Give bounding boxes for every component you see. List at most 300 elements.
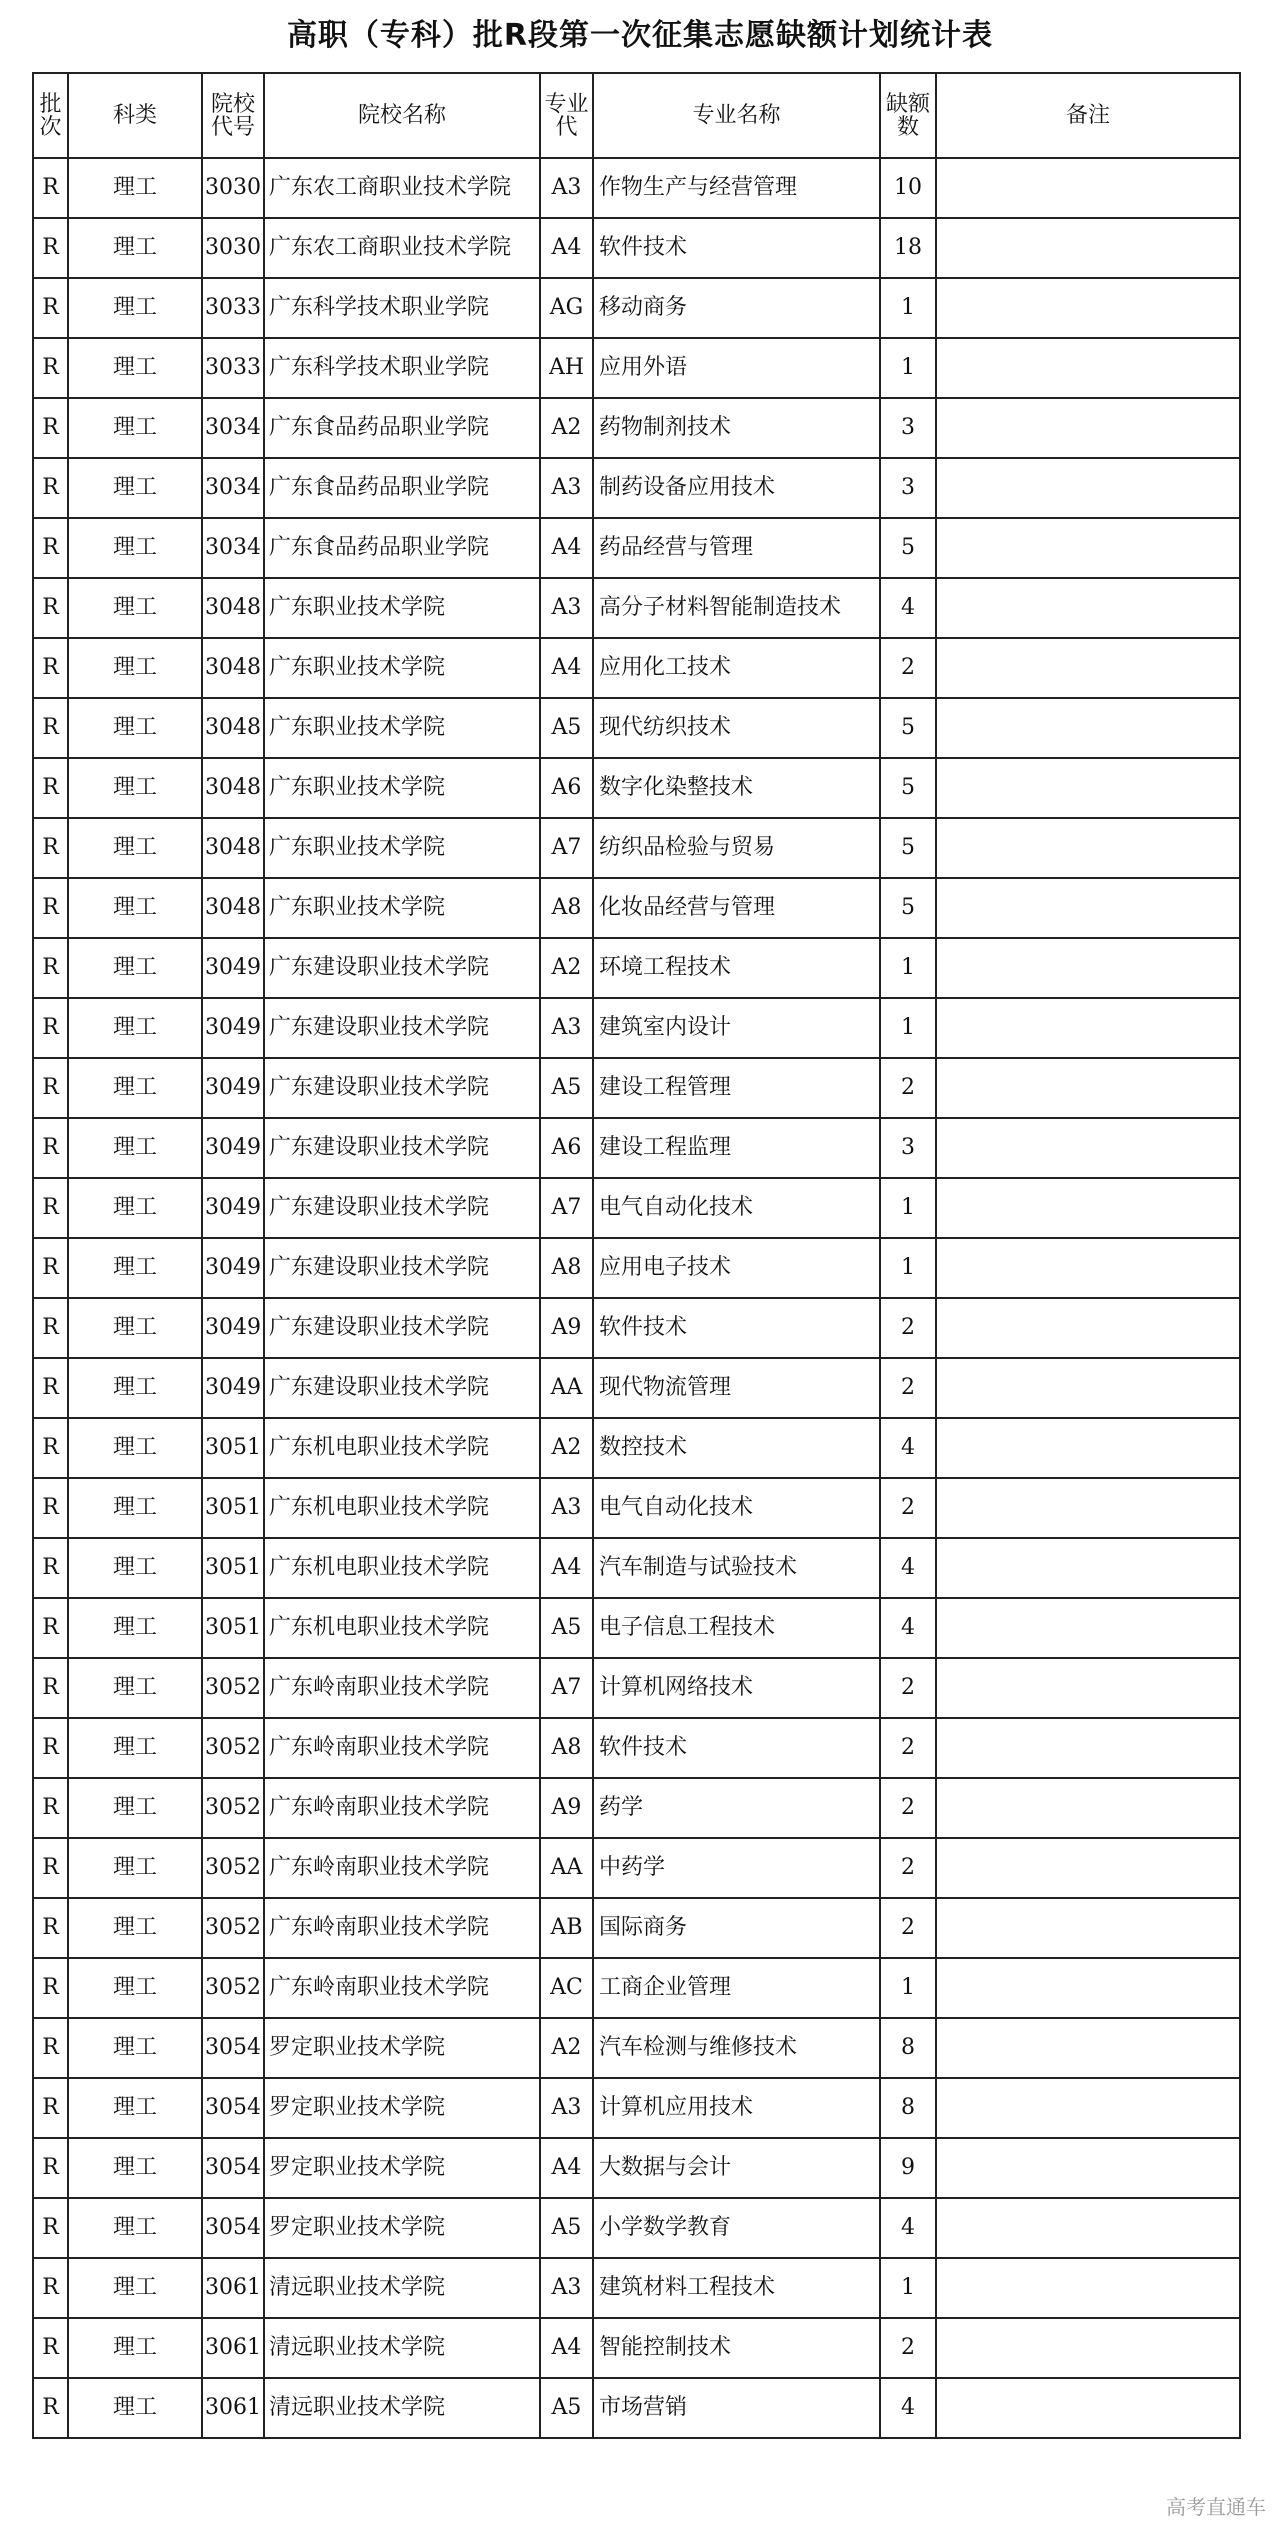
cell-batch: R — [33, 638, 68, 698]
cell-category: 理工 — [68, 878, 202, 938]
cell-school-code: 3034 — [202, 398, 264, 458]
cell-note — [936, 1118, 1240, 1178]
cell-major-name: 汽车制造与试验技术 — [593, 1538, 880, 1598]
cell-vacancy: 2 — [880, 1778, 936, 1838]
cell-category: 理工 — [68, 1238, 202, 1298]
cell-major-code: A3 — [540, 998, 593, 1058]
cell-school-code: 3034 — [202, 458, 264, 518]
table-row — [33, 2258, 1240, 2318]
cell-school-code: 3034 — [202, 518, 264, 578]
cell-major-name: 制药设备应用技术 — [593, 458, 880, 518]
table-row — [33, 1898, 1240, 1958]
cell-vacancy: 1 — [880, 998, 936, 1058]
cell-category: 理工 — [68, 458, 202, 518]
table-row — [33, 1598, 1240, 1658]
cell-major-name: 计算机应用技术 — [593, 2078, 880, 2138]
cell-school-name: 广东职业技术学院 — [264, 878, 540, 938]
cell-school-name: 广东机电职业技术学院 — [264, 1538, 540, 1598]
cell-school-code: 3049 — [202, 938, 264, 998]
cell-major-name: 药学 — [593, 1778, 880, 1838]
cell-major-code: A6 — [540, 1118, 593, 1178]
cell-batch: R — [33, 2018, 68, 2078]
cell-category: 理工 — [68, 1178, 202, 1238]
cell-major-code: A2 — [540, 2018, 593, 2078]
cell-school-name: 广东建设职业技术学院 — [264, 998, 540, 1058]
cell-note — [936, 278, 1240, 338]
cell-school-name: 广东职业技术学院 — [264, 698, 540, 758]
cell-major-name: 软件技术 — [593, 1298, 880, 1358]
cell-school-code: 3052 — [202, 1778, 264, 1838]
cell-school-name: 广东食品药品职业学院 — [264, 398, 540, 458]
cell-school-code: 3052 — [202, 1958, 264, 2018]
cell-school-name: 广东岭南职业技术学院 — [264, 1898, 540, 1958]
cell-school-name: 广东职业技术学院 — [264, 818, 540, 878]
cell-batch: R — [33, 1898, 68, 1958]
cell-major-name: 软件技术 — [593, 218, 880, 278]
cell-batch: R — [33, 1238, 68, 1298]
cell-vacancy: 3 — [880, 458, 936, 518]
cell-vacancy: 2 — [880, 1358, 936, 1418]
cell-category: 理工 — [68, 758, 202, 818]
cell-note — [936, 1058, 1240, 1118]
cell-school-code: 3048 — [202, 818, 264, 878]
cell-school-code: 3051 — [202, 1478, 264, 1538]
cell-note — [936, 1598, 1240, 1658]
table-row — [33, 818, 1240, 878]
cell-batch: R — [33, 1958, 68, 2018]
cell-category: 理工 — [68, 158, 202, 218]
cell-vacancy: 18 — [880, 218, 936, 278]
cell-school-name: 广东建设职业技术学院 — [264, 938, 540, 998]
table-row — [33, 338, 1240, 398]
cell-major-code: A4 — [540, 1538, 593, 1598]
header-major-code: 专业代 — [540, 73, 593, 158]
header-major-name: 专业名称 — [593, 73, 880, 158]
cell-note — [936, 1718, 1240, 1778]
table-row — [33, 938, 1240, 998]
cell-school-name: 广东建设职业技术学院 — [264, 1118, 540, 1178]
cell-major-code: A3 — [540, 1478, 593, 1538]
table-row — [33, 518, 1240, 578]
cell-major-code: AC — [540, 1958, 593, 2018]
cell-school-code: 3054 — [202, 2198, 264, 2258]
cell-vacancy: 8 — [880, 2018, 936, 2078]
cell-school-name: 清远职业技术学院 — [264, 2378, 540, 2438]
cell-note — [936, 758, 1240, 818]
cell-note — [936, 1238, 1240, 1298]
cell-batch: R — [33, 338, 68, 398]
cell-note — [936, 2138, 1240, 2198]
cell-vacancy: 5 — [880, 758, 936, 818]
cell-major-code: A3 — [540, 578, 593, 638]
cell-note — [936, 2198, 1240, 2258]
cell-school-code: 3030 — [202, 218, 264, 278]
cell-category: 理工 — [68, 2378, 202, 2438]
cell-major-code: AA — [540, 1358, 593, 1418]
cell-major-code: A8 — [540, 1238, 593, 1298]
cell-school-name: 广东建设职业技术学院 — [264, 1238, 540, 1298]
cell-school-name: 罗定职业技术学院 — [264, 2198, 540, 2258]
cell-major-code: A7 — [540, 1178, 593, 1238]
cell-category: 理工 — [68, 1658, 202, 1718]
cell-vacancy: 9 — [880, 2138, 936, 2198]
cell-batch: R — [33, 1058, 68, 1118]
cell-note — [936, 218, 1240, 278]
cell-school-code: 3049 — [202, 1238, 264, 1298]
table-row — [33, 158, 1240, 218]
cell-major-code: A6 — [540, 758, 593, 818]
cell-major-name: 计算机网络技术 — [593, 1658, 880, 1718]
cell-category: 理工 — [68, 278, 202, 338]
cell-batch: R — [33, 1418, 68, 1478]
cell-note — [936, 398, 1240, 458]
cell-category: 理工 — [68, 518, 202, 578]
cell-major-code: A4 — [540, 2138, 593, 2198]
cell-major-name: 电气自动化技术 — [593, 1178, 880, 1238]
cell-batch: R — [33, 518, 68, 578]
cell-category: 理工 — [68, 818, 202, 878]
cell-batch: R — [33, 1778, 68, 1838]
cell-major-name: 纺织品检验与贸易 — [593, 818, 880, 878]
cell-major-name: 数控技术 — [593, 1418, 880, 1478]
cell-school-code: 3052 — [202, 1658, 264, 1718]
cell-batch: R — [33, 2138, 68, 2198]
cell-note — [936, 518, 1240, 578]
cell-vacancy: 4 — [880, 1418, 936, 1478]
cell-vacancy: 1 — [880, 1238, 936, 1298]
cell-major-name: 作物生产与经营管理 — [593, 158, 880, 218]
cell-major-code: A3 — [540, 2258, 593, 2318]
cell-batch: R — [33, 2078, 68, 2138]
cell-major-code: A3 — [540, 2078, 593, 2138]
table-row — [33, 1238, 1240, 1298]
cell-major-name: 高分子材料智能制造技术 — [593, 578, 880, 638]
cell-batch: R — [33, 1538, 68, 1598]
cell-note — [936, 1178, 1240, 1238]
cell-major-name: 电子信息工程技术 — [593, 1598, 880, 1658]
cell-category: 理工 — [68, 578, 202, 638]
cell-note — [936, 2078, 1240, 2138]
vacancy-table — [32, 72, 1241, 2439]
cell-major-code: A4 — [540, 218, 593, 278]
cell-school-name: 广东岭南职业技术学院 — [264, 1958, 540, 2018]
cell-major-code: A4 — [540, 2318, 593, 2378]
cell-category: 理工 — [68, 2198, 202, 2258]
cell-batch: R — [33, 878, 68, 938]
cell-school-code: 3049 — [202, 1058, 264, 1118]
cell-major-name: 工商企业管理 — [593, 1958, 880, 2018]
page-title: 高职（专科）批R段第一次征集志愿缺额计划统计表 — [286, 18, 994, 53]
cell-category: 理工 — [68, 398, 202, 458]
cell-batch: R — [33, 1718, 68, 1778]
cell-category: 理工 — [68, 338, 202, 398]
cell-note — [936, 578, 1240, 638]
cell-school-name: 广东农工商职业技术学院 — [264, 158, 540, 218]
table-row — [33, 1958, 1240, 2018]
cell-note — [936, 2318, 1240, 2378]
cell-school-name: 广东建设职业技术学院 — [264, 1298, 540, 1358]
cell-school-code: 3051 — [202, 1418, 264, 1478]
cell-batch: R — [33, 998, 68, 1058]
table-row — [33, 1298, 1240, 1358]
cell-category: 理工 — [68, 2318, 202, 2378]
cell-major-name: 建筑室内设计 — [593, 998, 880, 1058]
table-row — [33, 1538, 1240, 1598]
cell-note — [936, 1958, 1240, 2018]
table-row — [33, 2378, 1240, 2438]
cell-major-code: A7 — [540, 1658, 593, 1718]
cell-category: 理工 — [68, 1118, 202, 1178]
cell-school-code: 3052 — [202, 1838, 264, 1898]
cell-note — [936, 998, 1240, 1058]
table-row — [33, 1118, 1240, 1178]
cell-batch: R — [33, 1478, 68, 1538]
table-row — [33, 638, 1240, 698]
cell-major-code: A4 — [540, 518, 593, 578]
cell-school-code: 3048 — [202, 758, 264, 818]
cell-major-code: A2 — [540, 938, 593, 998]
cell-batch: R — [33, 578, 68, 638]
cell-vacancy: 3 — [880, 398, 936, 458]
cell-batch: R — [33, 1838, 68, 1898]
cell-note — [936, 2018, 1240, 2078]
cell-school-name: 清远职业技术学院 — [264, 2258, 540, 2318]
cell-major-name: 现代物流管理 — [593, 1358, 880, 1418]
cell-category: 理工 — [68, 1598, 202, 1658]
cell-school-name: 广东食品药品职业学院 — [264, 458, 540, 518]
cell-major-code: A9 — [540, 1298, 593, 1358]
table-row — [33, 2138, 1240, 2198]
cell-note — [936, 638, 1240, 698]
cell-major-name: 化妆品经营与管理 — [593, 878, 880, 938]
cell-school-code: 3033 — [202, 338, 264, 398]
cell-school-name: 罗定职业技术学院 — [264, 2018, 540, 2078]
cell-vacancy: 2 — [880, 1298, 936, 1358]
table-row — [33, 1778, 1240, 1838]
cell-category: 理工 — [68, 1718, 202, 1778]
table-row — [33, 1178, 1240, 1238]
cell-note — [936, 2378, 1240, 2438]
cell-note — [936, 818, 1240, 878]
cell-major-code: A4 — [540, 638, 593, 698]
table-header-row — [33, 73, 1240, 158]
cell-school-code: 3049 — [202, 1298, 264, 1358]
cell-vacancy: 2 — [880, 1658, 936, 1718]
cell-category: 理工 — [68, 1418, 202, 1478]
table-row — [33, 1718, 1240, 1778]
cell-major-name: 国际商务 — [593, 1898, 880, 1958]
cell-vacancy: 4 — [880, 578, 936, 638]
cell-school-code: 3048 — [202, 878, 264, 938]
cell-vacancy: 5 — [880, 878, 936, 938]
cell-vacancy: 2 — [880, 1838, 936, 1898]
cell-batch: R — [33, 2198, 68, 2258]
cell-school-name: 广东建设职业技术学院 — [264, 1058, 540, 1118]
cell-school-name: 广东机电职业技术学院 — [264, 1598, 540, 1658]
cell-note — [936, 338, 1240, 398]
cell-vacancy: 8 — [880, 2078, 936, 2138]
cell-category: 理工 — [68, 1958, 202, 2018]
cell-school-code: 3049 — [202, 1178, 264, 1238]
cell-note — [936, 1658, 1240, 1718]
cell-school-name: 广东岭南职业技术学院 — [264, 1658, 540, 1718]
cell-major-code: A8 — [540, 1718, 593, 1778]
cell-category: 理工 — [68, 1838, 202, 1898]
cell-vacancy: 4 — [880, 2198, 936, 2258]
table-body — [33, 158, 1240, 2438]
cell-major-code: A8 — [540, 878, 593, 938]
cell-vacancy: 2 — [880, 2318, 936, 2378]
cell-school-code: 3054 — [202, 2078, 264, 2138]
cell-school-name: 广东科学技术职业学院 — [264, 278, 540, 338]
table-row — [33, 398, 1240, 458]
cell-school-name: 广东建设职业技术学院 — [264, 1358, 540, 1418]
cell-school-name: 广东科学技术职业学院 — [264, 338, 540, 398]
cell-school-code: 3049 — [202, 1358, 264, 1418]
cell-category: 理工 — [68, 1478, 202, 1538]
header-vacancy: 缺额数 — [880, 73, 936, 158]
table-row — [33, 2018, 1240, 2078]
table-row — [33, 998, 1240, 1058]
cell-vacancy: 1 — [880, 338, 936, 398]
cell-school-name: 广东岭南职业技术学院 — [264, 1838, 540, 1898]
table-row — [33, 1358, 1240, 1418]
cell-major-code: A2 — [540, 1418, 593, 1478]
cell-vacancy: 5 — [880, 518, 936, 578]
cell-major-name: 智能控制技术 — [593, 2318, 880, 2378]
cell-category: 理工 — [68, 2138, 202, 2198]
cell-major-name: 电气自动化技术 — [593, 1478, 880, 1538]
cell-batch: R — [33, 818, 68, 878]
cell-vacancy: 2 — [880, 1718, 936, 1778]
cell-school-code: 3061 — [202, 2378, 264, 2438]
cell-school-code: 3048 — [202, 698, 264, 758]
cell-major-code: A9 — [540, 1778, 593, 1838]
table-row — [33, 1058, 1240, 1118]
table-row — [33, 458, 1240, 518]
cell-major-code: AA — [540, 1838, 593, 1898]
cell-note — [936, 1838, 1240, 1898]
header-school-code: 院校代号 — [202, 73, 264, 158]
cell-category: 理工 — [68, 1778, 202, 1838]
cell-school-code: 3054 — [202, 2138, 264, 2198]
cell-vacancy: 1 — [880, 1958, 936, 2018]
cell-category: 理工 — [68, 998, 202, 1058]
cell-vacancy: 4 — [880, 2378, 936, 2438]
cell-school-code: 3033 — [202, 278, 264, 338]
cell-major-code: A3 — [540, 158, 593, 218]
cell-batch: R — [33, 1598, 68, 1658]
table-row — [33, 1838, 1240, 1898]
cell-school-name: 广东职业技术学院 — [264, 758, 540, 818]
cell-note — [936, 158, 1240, 218]
cell-school-name: 广东机电职业技术学院 — [264, 1418, 540, 1478]
cell-vacancy: 4 — [880, 1598, 936, 1658]
cell-batch: R — [33, 458, 68, 518]
cell-major-code: A5 — [540, 2378, 593, 2438]
cell-category: 理工 — [68, 638, 202, 698]
cell-major-code: AH — [540, 338, 593, 398]
cell-vacancy: 1 — [880, 938, 936, 998]
cell-note — [936, 1898, 1240, 1958]
cell-school-name: 广东职业技术学院 — [264, 578, 540, 638]
cell-major-code: A5 — [540, 1058, 593, 1118]
cell-vacancy: 10 — [880, 158, 936, 218]
cell-batch: R — [33, 278, 68, 338]
cell-batch: R — [33, 2258, 68, 2318]
cell-school-name: 广东食品药品职业学院 — [264, 518, 540, 578]
cell-vacancy: 2 — [880, 1478, 936, 1538]
cell-school-name: 广东职业技术学院 — [264, 638, 540, 698]
cell-school-name: 广东农工商职业技术学院 — [264, 218, 540, 278]
cell-school-code: 3052 — [202, 1898, 264, 1958]
cell-major-name: 汽车检测与维修技术 — [593, 2018, 880, 2078]
cell-batch: R — [33, 398, 68, 458]
cell-major-name: 应用化工技术 — [593, 638, 880, 698]
cell-category: 理工 — [68, 2018, 202, 2078]
cell-school-code: 3052 — [202, 1718, 264, 1778]
cell-vacancy: 3 — [880, 1118, 936, 1178]
cell-category: 理工 — [68, 1058, 202, 1118]
table-row — [33, 218, 1240, 278]
cell-school-code: 3048 — [202, 578, 264, 638]
cell-school-name: 罗定职业技术学院 — [264, 2078, 540, 2138]
cell-major-name: 软件技术 — [593, 1718, 880, 1778]
cell-major-name: 数字化染整技术 — [593, 758, 880, 818]
cell-school-code: 3061 — [202, 2258, 264, 2318]
cell-note — [936, 1778, 1240, 1838]
cell-major-code: A7 — [540, 818, 593, 878]
cell-note — [936, 1478, 1240, 1538]
cell-major-name: 市场营销 — [593, 2378, 880, 2438]
cell-school-name: 广东岭南职业技术学院 — [264, 1718, 540, 1778]
cell-school-code: 3049 — [202, 998, 264, 1058]
cell-school-code: 3054 — [202, 2018, 264, 2078]
cell-major-code: A3 — [540, 458, 593, 518]
cell-major-name: 小学数学教育 — [593, 2198, 880, 2258]
cell-school-name: 清远职业技术学院 — [264, 2318, 540, 2378]
cell-major-code: AG — [540, 278, 593, 338]
cell-major-name: 应用电子技术 — [593, 1238, 880, 1298]
table-row — [33, 578, 1240, 638]
cell-batch: R — [33, 158, 68, 218]
cell-category: 理工 — [68, 218, 202, 278]
table-row — [33, 2078, 1240, 2138]
cell-category: 理工 — [68, 938, 202, 998]
cell-vacancy: 2 — [880, 638, 936, 698]
cell-vacancy: 5 — [880, 818, 936, 878]
cell-category: 理工 — [68, 1358, 202, 1418]
cell-category: 理工 — [68, 1898, 202, 1958]
cell-note — [936, 458, 1240, 518]
cell-batch: R — [33, 1118, 68, 1178]
cell-major-name: 环境工程技术 — [593, 938, 880, 998]
header-category: 科类 — [68, 73, 202, 158]
cell-vacancy: 2 — [880, 1898, 936, 1958]
cell-note — [936, 1418, 1240, 1478]
cell-school-code: 3061 — [202, 2318, 264, 2378]
cell-vacancy: 1 — [880, 1178, 936, 1238]
cell-vacancy: 2 — [880, 1058, 936, 1118]
cell-vacancy: 1 — [880, 2258, 936, 2318]
cell-school-name: 广东岭南职业技术学院 — [264, 1778, 540, 1838]
cell-batch: R — [33, 1298, 68, 1358]
cell-note — [936, 2258, 1240, 2318]
cell-note — [936, 1298, 1240, 1358]
table-row — [33, 278, 1240, 338]
table-row — [33, 2198, 1240, 2258]
cell-major-code: A2 — [540, 398, 593, 458]
